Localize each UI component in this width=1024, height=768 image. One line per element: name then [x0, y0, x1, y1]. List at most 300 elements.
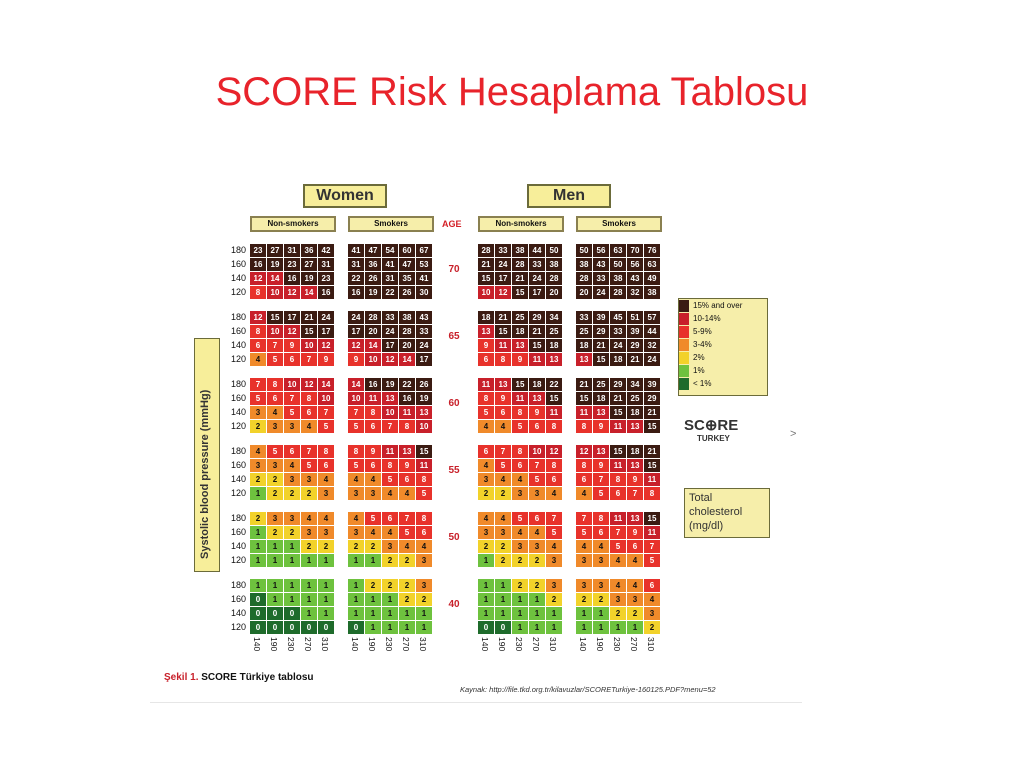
risk-cell: 14 [399, 353, 415, 366]
risk-cell: 38 [512, 244, 528, 257]
age-header: AGE [442, 219, 462, 229]
risk-cell: 56 [627, 258, 643, 271]
risk-cell: 21 [576, 378, 592, 391]
risk-cell: 4 [576, 540, 592, 553]
risk-cell: 18 [576, 339, 592, 352]
bp-level-label: 140 [230, 474, 246, 484]
risk-cell: 15 [546, 392, 562, 405]
risk-cell: 4 [318, 473, 334, 486]
risk-cell: 5 [284, 406, 300, 419]
risk-cell: 11 [644, 526, 660, 539]
risk-cell: 7 [301, 353, 317, 366]
risk-cell: 44 [644, 325, 660, 338]
risk-cell: 17 [348, 325, 364, 338]
risk-cell: 28 [365, 311, 381, 324]
risk-cell: 5 [512, 512, 528, 525]
risk-grid-men-smk [576, 244, 660, 299]
risk-cell: 2 [627, 607, 643, 620]
risk-cell: 21 [301, 311, 317, 324]
risk-cell: 3 [576, 554, 592, 567]
risk-cell: 8 [512, 445, 528, 458]
systolic-bp-axis-label-box [194, 338, 220, 572]
risk-cell: 1 [529, 593, 545, 606]
risk-cell: 5 [576, 526, 592, 539]
risk-cell: 33 [529, 258, 545, 271]
risk-cell: 6 [250, 339, 266, 352]
risk-cell: 8 [512, 406, 528, 419]
risk-cell: 25 [546, 325, 562, 338]
risk-cell: 21 [644, 406, 660, 419]
risk-cell: 4 [495, 420, 511, 433]
risk-cell: 9 [627, 526, 643, 539]
risk-cell: 1 [348, 607, 364, 620]
risk-cell: 1 [267, 593, 283, 606]
caption-text: SCORE Türkiye tablosu [201, 672, 314, 683]
cholesterol-tick-label: 310 [320, 637, 330, 652]
risk-cell: 8 [250, 325, 266, 338]
systolic-bp-axis-label: Systolic blood pressure (mmHg) [199, 389, 211, 559]
risk-cell: 7 [627, 487, 643, 500]
risk-cell: 1 [301, 579, 317, 592]
risk-cell: 4 [348, 473, 364, 486]
risk-cell: 3 [546, 554, 562, 567]
bp-level-label: 140 [230, 407, 246, 417]
risk-cell: 4 [382, 487, 398, 500]
bp-level-label: 140 [230, 273, 246, 283]
risk-cell: 8 [416, 473, 432, 486]
risk-cell: 2 [382, 554, 398, 567]
risk-cell: 29 [644, 392, 660, 405]
risk-cell: 1 [529, 607, 545, 620]
risk-cell: 25 [593, 378, 609, 391]
risk-cell: 20 [576, 286, 592, 299]
risk-cell: 9 [348, 353, 364, 366]
risk-cell: 12 [382, 353, 398, 366]
risk-cell: 8 [495, 353, 511, 366]
risk-cell: 5 [593, 487, 609, 500]
risk-cell: 3 [576, 579, 592, 592]
risk-cell: 0 [267, 607, 283, 620]
risk-cell: 15 [512, 378, 528, 391]
legend-swatch [679, 300, 689, 312]
age-group-label: 60 [448, 398, 460, 409]
risk-cell: 4 [318, 512, 334, 525]
risk-cell: 1 [284, 540, 300, 553]
age-group-label: 65 [448, 331, 460, 342]
men-smokers-label: Smokers [576, 216, 662, 232]
legend-item [679, 378, 767, 390]
bp-level-label: 160 [230, 594, 246, 604]
risk-cell: 13 [576, 353, 592, 366]
risk-cell: 3 [250, 406, 266, 419]
men-label: Men [527, 184, 611, 208]
risk-cell: 3 [267, 420, 283, 433]
bp-level-label: 140 [230, 608, 246, 618]
risk-cell: 15 [495, 325, 511, 338]
risk-grid-men-non [478, 244, 562, 299]
risk-cell: 9 [478, 339, 494, 352]
risk-cell: 3 [644, 607, 660, 620]
risk-cell: 7 [399, 512, 415, 525]
risk-cell: 13 [627, 420, 643, 433]
risk-cell: 8 [365, 406, 381, 419]
bp-level-label: 120 [230, 421, 246, 431]
risk-cell: 7 [318, 406, 334, 419]
risk-cell: 34 [627, 378, 643, 391]
bp-level-label: 120 [230, 622, 246, 632]
risk-cell: 2 [495, 487, 511, 500]
risk-cell: 10 [529, 445, 545, 458]
risk-cell: 41 [416, 272, 432, 285]
risk-cell: 8 [318, 445, 334, 458]
risk-cell: 0 [250, 607, 266, 620]
risk-grid-men-smk [576, 311, 660, 366]
risk-cell: 7 [284, 392, 300, 405]
risk-cell: 4 [512, 526, 528, 539]
legend-swatch [679, 365, 689, 377]
risk-cell: 54 [382, 244, 398, 257]
score-logo-subtitle: TURKEY [697, 434, 730, 443]
risk-cell: 4 [250, 353, 266, 366]
legend-swatch [679, 339, 689, 351]
risk-cell: 32 [644, 339, 660, 352]
risk-cell: 4 [512, 473, 528, 486]
risk-cell: 28 [576, 272, 592, 285]
cholesterol-tick-label: 140 [350, 637, 360, 652]
risk-cell: 2 [250, 420, 266, 433]
bp-level-label: 140 [230, 541, 246, 551]
risk-grid-women-non [250, 579, 334, 634]
risk-cell: 50 [610, 258, 626, 271]
risk-cell: 2 [348, 540, 364, 553]
risk-cell: 9 [593, 459, 609, 472]
risk-cell: 15 [416, 445, 432, 458]
risk-cell: 1 [365, 607, 381, 620]
risk-cell: 4 [348, 512, 364, 525]
risk-cell: 27 [267, 244, 283, 257]
risk-cell: 3 [301, 473, 317, 486]
cholesterol-tick-label: 230 [612, 637, 622, 652]
risk-cell: 18 [627, 406, 643, 419]
risk-cell: 24 [348, 311, 364, 324]
risk-cell: 1 [593, 607, 609, 620]
risk-cell: 1 [593, 621, 609, 634]
risk-cell: 21 [512, 272, 528, 285]
bp-level-label: 180 [230, 379, 246, 389]
risk-cell: 22 [348, 272, 364, 285]
risk-cell: 0 [284, 607, 300, 620]
bp-level-label: 160 [230, 527, 246, 537]
risk-cell: 1 [318, 579, 334, 592]
risk-cell: 39 [593, 311, 609, 324]
bp-level-label: 120 [230, 488, 246, 498]
age-group-label: 70 [448, 264, 460, 275]
risk-cell: 3 [546, 579, 562, 592]
risk-cell: 22 [399, 378, 415, 391]
risk-cell: 24 [610, 339, 626, 352]
risk-cell: 4 [627, 579, 643, 592]
risk-cell: 2 [267, 487, 283, 500]
legend-item [679, 326, 767, 338]
risk-cell: 9 [284, 339, 300, 352]
risk-cell: 6 [529, 512, 545, 525]
risk-cell: 8 [546, 420, 562, 433]
risk-cell: 25 [576, 325, 592, 338]
cholesterol-tick-label: 230 [514, 637, 524, 652]
risk-cell: 4 [495, 473, 511, 486]
men-non-smokers-label: Non-smokers [478, 216, 564, 232]
risk-cell: 0 [284, 621, 300, 634]
risk-cell: 2 [365, 579, 381, 592]
cholesterol-box-line2: cholesterol [689, 506, 743, 518]
risk-cell: 2 [495, 554, 511, 567]
risk-cell: 33 [382, 311, 398, 324]
risk-cell: 15 [267, 311, 283, 324]
risk-cell: 2 [593, 593, 609, 606]
risk-grid-men-smk [576, 579, 660, 634]
risk-grid-women-smk [348, 512, 432, 567]
risk-cell: 5 [267, 445, 283, 458]
risk-cell: 2 [399, 554, 415, 567]
risk-cell: 28 [546, 272, 562, 285]
cholesterol-tick-label: 140 [480, 637, 490, 652]
risk-cell: 11 [382, 445, 398, 458]
risk-cell: 4 [365, 526, 381, 539]
risk-cell: 33 [416, 325, 432, 338]
risk-cell: 3 [478, 473, 494, 486]
risk-cell: 3 [495, 526, 511, 539]
risk-cell: 15 [593, 353, 609, 366]
risk-cell: 13 [495, 378, 511, 391]
risk-cell: 2 [250, 512, 266, 525]
risk-cell: 33 [610, 325, 626, 338]
risk-cell: 4 [399, 540, 415, 553]
risk-cell: 5 [348, 459, 364, 472]
risk-cell: 11 [546, 406, 562, 419]
risk-cell: 2 [301, 487, 317, 500]
risk-cell: 7 [593, 473, 609, 486]
risk-cell: 0 [495, 621, 511, 634]
risk-cell: 8 [301, 392, 317, 405]
risk-cell: 11 [576, 406, 592, 419]
risk-cell: 8 [576, 420, 592, 433]
risk-cell: 44 [529, 244, 545, 257]
risk-cell: 24 [593, 286, 609, 299]
risk-cell: 11 [610, 512, 626, 525]
risk-cell: 50 [576, 244, 592, 257]
risk-cell: 5 [301, 459, 317, 472]
risk-cell: 1 [301, 607, 317, 620]
cholesterol-tick-label: 230 [384, 637, 394, 652]
legend-swatch [679, 378, 689, 390]
risk-cell: 26 [399, 286, 415, 299]
legend-label: < 1% [693, 379, 712, 388]
risk-cell: 0 [318, 621, 334, 634]
risk-cell: 6 [576, 473, 592, 486]
risk-cell: 6 [416, 526, 432, 539]
risk-cell: 4 [399, 487, 415, 500]
risk-cell: 76 [644, 244, 660, 257]
risk-cell: 19 [301, 272, 317, 285]
risk-cell: 2 [284, 487, 300, 500]
bp-level-label: 140 [230, 340, 246, 350]
cholesterol-tick-label: 190 [367, 637, 377, 652]
risk-cell: 1 [495, 607, 511, 620]
risk-cell: 19 [267, 258, 283, 271]
risk-cell: 4 [546, 487, 562, 500]
risk-cell: 3 [348, 487, 364, 500]
risk-cell: 10 [267, 286, 283, 299]
risk-cell: 4 [478, 459, 494, 472]
risk-cell: 4 [478, 420, 494, 433]
risk-cell: 38 [576, 258, 592, 271]
risk-cell: 12 [250, 311, 266, 324]
risk-cell: 57 [644, 311, 660, 324]
risk-cell: 4 [301, 420, 317, 433]
risk-cell: 39 [644, 378, 660, 391]
legend-item [679, 352, 767, 364]
legend-swatch [679, 326, 689, 338]
risk-cell: 16 [318, 286, 334, 299]
risk-cell: 3 [416, 554, 432, 567]
bp-level-label: 120 [230, 287, 246, 297]
risk-cell: 2 [478, 540, 494, 553]
risk-cell: 0 [250, 621, 266, 634]
risk-cell: 63 [610, 244, 626, 257]
cholesterol-tick-label: 270 [401, 637, 411, 652]
risk-cell: 11 [495, 339, 511, 352]
cholesterol-tick-label: 190 [595, 637, 605, 652]
risk-grid-women-smk [348, 445, 432, 500]
risk-cell: 12 [495, 286, 511, 299]
risk-cell: 8 [576, 459, 592, 472]
risk-cell: 3 [512, 540, 528, 553]
risk-cell: 21 [644, 445, 660, 458]
risk-cell: 1 [512, 607, 528, 620]
risk-cell: 13 [416, 406, 432, 419]
risk-cell: 4 [284, 459, 300, 472]
risk-cell: 1 [348, 593, 364, 606]
risk-cell: 10 [267, 325, 283, 338]
risk-cell: 1 [318, 593, 334, 606]
risk-grid-women-smk [348, 378, 432, 433]
risk-cell: 6 [495, 406, 511, 419]
risk-cell: 13 [627, 512, 643, 525]
risk-cell: 3 [627, 593, 643, 606]
risk-cell: 38 [610, 272, 626, 285]
risk-cell: 35 [399, 272, 415, 285]
risk-cell: 1 [267, 540, 283, 553]
risk-cell: 14 [301, 286, 317, 299]
risk-cell: 1 [301, 593, 317, 606]
risk-cell: 1 [267, 579, 283, 592]
risk-cell: 5 [399, 526, 415, 539]
age-group-label: 40 [448, 599, 460, 610]
risk-cell: 41 [382, 258, 398, 271]
risk-cell: 4 [301, 512, 317, 525]
legend-item [679, 313, 767, 325]
risk-cell: 3 [250, 459, 266, 472]
risk-cell: 5 [318, 420, 334, 433]
risk-grid-women-smk [348, 579, 432, 634]
risk-cell: 9 [529, 406, 545, 419]
legend-swatch [679, 352, 689, 364]
risk-cell: 42 [318, 244, 334, 257]
risk-cell: 1 [495, 593, 511, 606]
risk-cell: 1 [382, 607, 398, 620]
risk-cell: 1 [478, 554, 494, 567]
cholesterol-tick-label: 140 [578, 637, 588, 652]
risk-cell: 1 [348, 554, 364, 567]
risk-cell: 14 [348, 378, 364, 391]
risk-cell: 2 [399, 579, 415, 592]
risk-cell: 2 [478, 487, 494, 500]
risk-cell: 11 [512, 392, 528, 405]
risk-cell: 4 [478, 512, 494, 525]
risk-cell: 7 [348, 406, 364, 419]
risk-cell: 4 [627, 554, 643, 567]
risk-cell: 9 [365, 445, 381, 458]
risk-cell: 45 [610, 311, 626, 324]
risk-cell: 25 [512, 311, 528, 324]
risk-cell: 49 [644, 272, 660, 285]
risk-cell: 3 [284, 512, 300, 525]
risk-cell: 13 [399, 445, 415, 458]
risk-cell: 1 [250, 554, 266, 567]
risk-cell: 1 [399, 621, 415, 634]
legend-label: 2% [693, 353, 705, 362]
risk-cell: 0 [250, 593, 266, 606]
risk-cell: 1 [546, 621, 562, 634]
risk-cell: 9 [318, 353, 334, 366]
risk-grid-men-non [478, 579, 562, 634]
risk-cell: 28 [478, 244, 494, 257]
risk-cell: 1 [576, 621, 592, 634]
risk-cell: 1 [399, 607, 415, 620]
risk-cell: 3 [382, 540, 398, 553]
risk-cell: 0 [348, 621, 364, 634]
cholesterol-tick-label: 190 [269, 637, 279, 652]
risk-cell: 43 [627, 272, 643, 285]
risk-grid-men-smk [576, 512, 660, 567]
risk-cell: 1 [267, 554, 283, 567]
risk-cell: 32 [627, 286, 643, 299]
risk-cell: 2 [250, 473, 266, 486]
bp-level-label: 160 [230, 460, 246, 470]
bp-level-label: 160 [230, 326, 246, 336]
risk-cell: 7 [382, 420, 398, 433]
risk-cell: 4 [382, 526, 398, 539]
risk-cell: 9 [593, 420, 609, 433]
risk-cell: 1 [512, 593, 528, 606]
risk-cell: 1 [495, 579, 511, 592]
risk-cell: 1 [348, 579, 364, 592]
risk-cell: 8 [250, 286, 266, 299]
risk-cell: 16 [348, 286, 364, 299]
risk-cell: 3 [284, 473, 300, 486]
risk-cell: 51 [627, 311, 643, 324]
risk-cell: 1 [478, 607, 494, 620]
risk-cell: 10 [301, 339, 317, 352]
age-group-label: 50 [448, 532, 460, 543]
risk-grid-men-non [478, 512, 562, 567]
risk-cell: 29 [593, 325, 609, 338]
risk-cell: 3 [610, 593, 626, 606]
risk-cell: 6 [593, 526, 609, 539]
risk-cell: 26 [416, 378, 432, 391]
risk-cell: 5 [267, 353, 283, 366]
risk-cell: 1 [301, 554, 317, 567]
